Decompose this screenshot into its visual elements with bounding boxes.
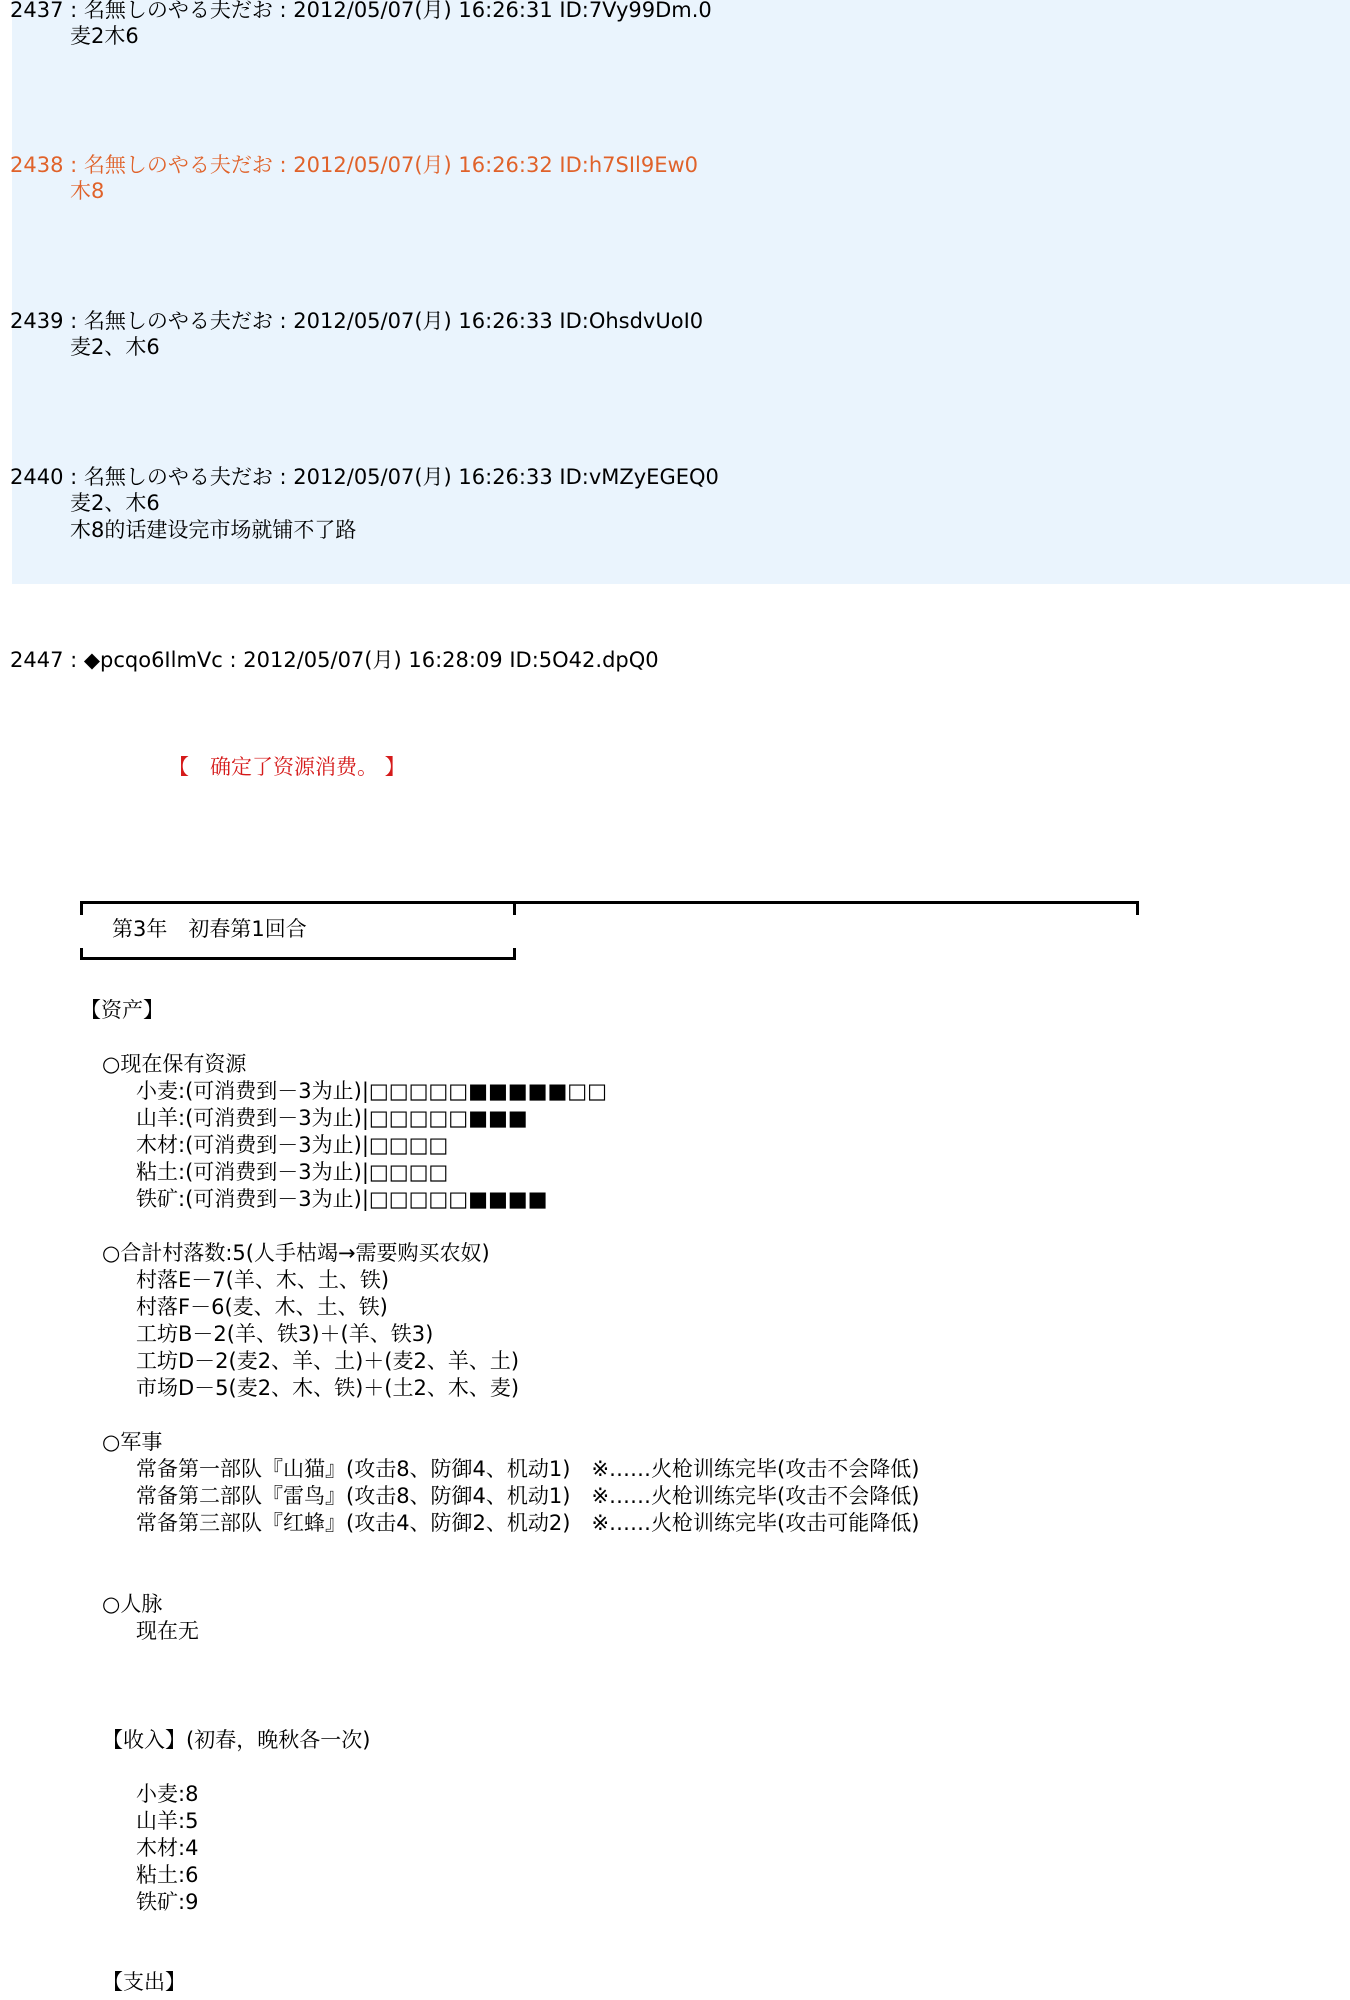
post-header: 2438 : 名無しのやる夫だお : 2012/05/07(月) 16:26:32 ID:h7SIl9Ew0: [10, 153, 699, 177]
resources-title: ○现在保有资源: [102, 1052, 247, 1076]
frame-left-tick: [80, 901, 83, 915]
military-row: 常备第三部队『红蜂』(攻击4、防御2、机动2) ※……火枪训练完毕(攻击可能降低): [136, 1511, 920, 1535]
resource-row: 木材:(可消费到－3为止)|□□□□: [136, 1133, 449, 1157]
resource-row: 铁矿:(可消费到－3为止)|□□□□□■■■■: [136, 1187, 548, 1211]
income-row: 山羊:5: [136, 1809, 199, 1833]
frame-right-tick: [1136, 901, 1139, 915]
post-header: 2440 : 名無しのやる夫だお : 2012/05/07(月) 16:26:33 ID:vMZyEGEQ0: [10, 465, 719, 489]
contacts-row: 现在无: [136, 1619, 199, 1643]
frame-mid-tick: [513, 901, 516, 915]
income-heading: 【收入】(初春，晚秋各一次): [102, 1728, 371, 1752]
post-body-line: 木8: [70, 179, 105, 203]
post-header: 2437 : 名無しのやる夫だお : 2012/05/07(月) 16:26:31 ID:7Vy99Dm.0: [10, 0, 712, 22]
military-row: 常备第一部队『山猫』(攻击8、防御4、机动1) ※……火枪训练完毕(攻击不会降低): [136, 1457, 920, 1481]
village-row: 市场D－5(麦2、木、铁)＋(土2、木、麦): [136, 1376, 520, 1400]
village-row: 村落E－7(羊、木、土、铁): [136, 1268, 390, 1292]
resource-row: 小麦:(可消费到－3为止)|□□□□□■■■■■□□: [136, 1079, 607, 1103]
post-header: 2447 : ◆pcqo6IlmVc : 2012/05/07(月) 16:28:09 ID:5O42.dpQ0: [10, 648, 659, 672]
assets-heading: 【资产】: [80, 998, 164, 1022]
contacts-title: ○人脉: [102, 1592, 163, 1616]
expense-heading: 【支出】: [102, 1970, 186, 1994]
post-body-line: 麦2木6: [70, 24, 139, 48]
announce-text: 【 确定了资源消费。 】: [168, 755, 406, 779]
post-body-line: 麦2、木6: [70, 335, 160, 359]
village-row: 工坊B－2(羊、铁3)＋(羊、铁3): [136, 1322, 434, 1346]
village-row: 村落F－6(麦、木、土、铁): [136, 1295, 388, 1319]
military-row: 常备第二部队『雷鸟』(攻击8、防御4、机动1) ※……火枪训练完毕(攻击不会降低): [136, 1484, 920, 1508]
post-body-line: 木8的话建设完市场就铺不了路: [70, 518, 357, 542]
quoted-posts-background: [12, 0, 1350, 584]
village-row: 工坊D－2(麦2、羊、土)＋(麦2、羊、土): [136, 1349, 520, 1373]
frame-top-line: [80, 901, 1139, 904]
post-header: 2439 : 名無しのやる夫だお : 2012/05/07(月) 16:26:33 ID:OhsdvUoI0: [10, 309, 704, 333]
income-row: 木材:4: [136, 1836, 199, 1860]
income-row: 粘土:6: [136, 1863, 199, 1887]
post-body-line: 麦2、木6: [70, 491, 160, 515]
resource-row: 粘土:(可消费到－3为止)|□□□□: [136, 1160, 449, 1184]
villages-title: ○合計村落数:5(人手枯竭→需要购买农奴): [102, 1241, 490, 1265]
income-row: 小麦:8: [136, 1782, 199, 1806]
round-title: 第3年 初春第1回合: [112, 917, 307, 941]
income-row: 铁矿:9: [136, 1890, 199, 1914]
military-title: ○军事: [102, 1430, 163, 1454]
resource-row: 山羊:(可消费到－3为止)|□□□□□■■■: [136, 1106, 528, 1130]
frame-bottom-line: [80, 957, 516, 960]
